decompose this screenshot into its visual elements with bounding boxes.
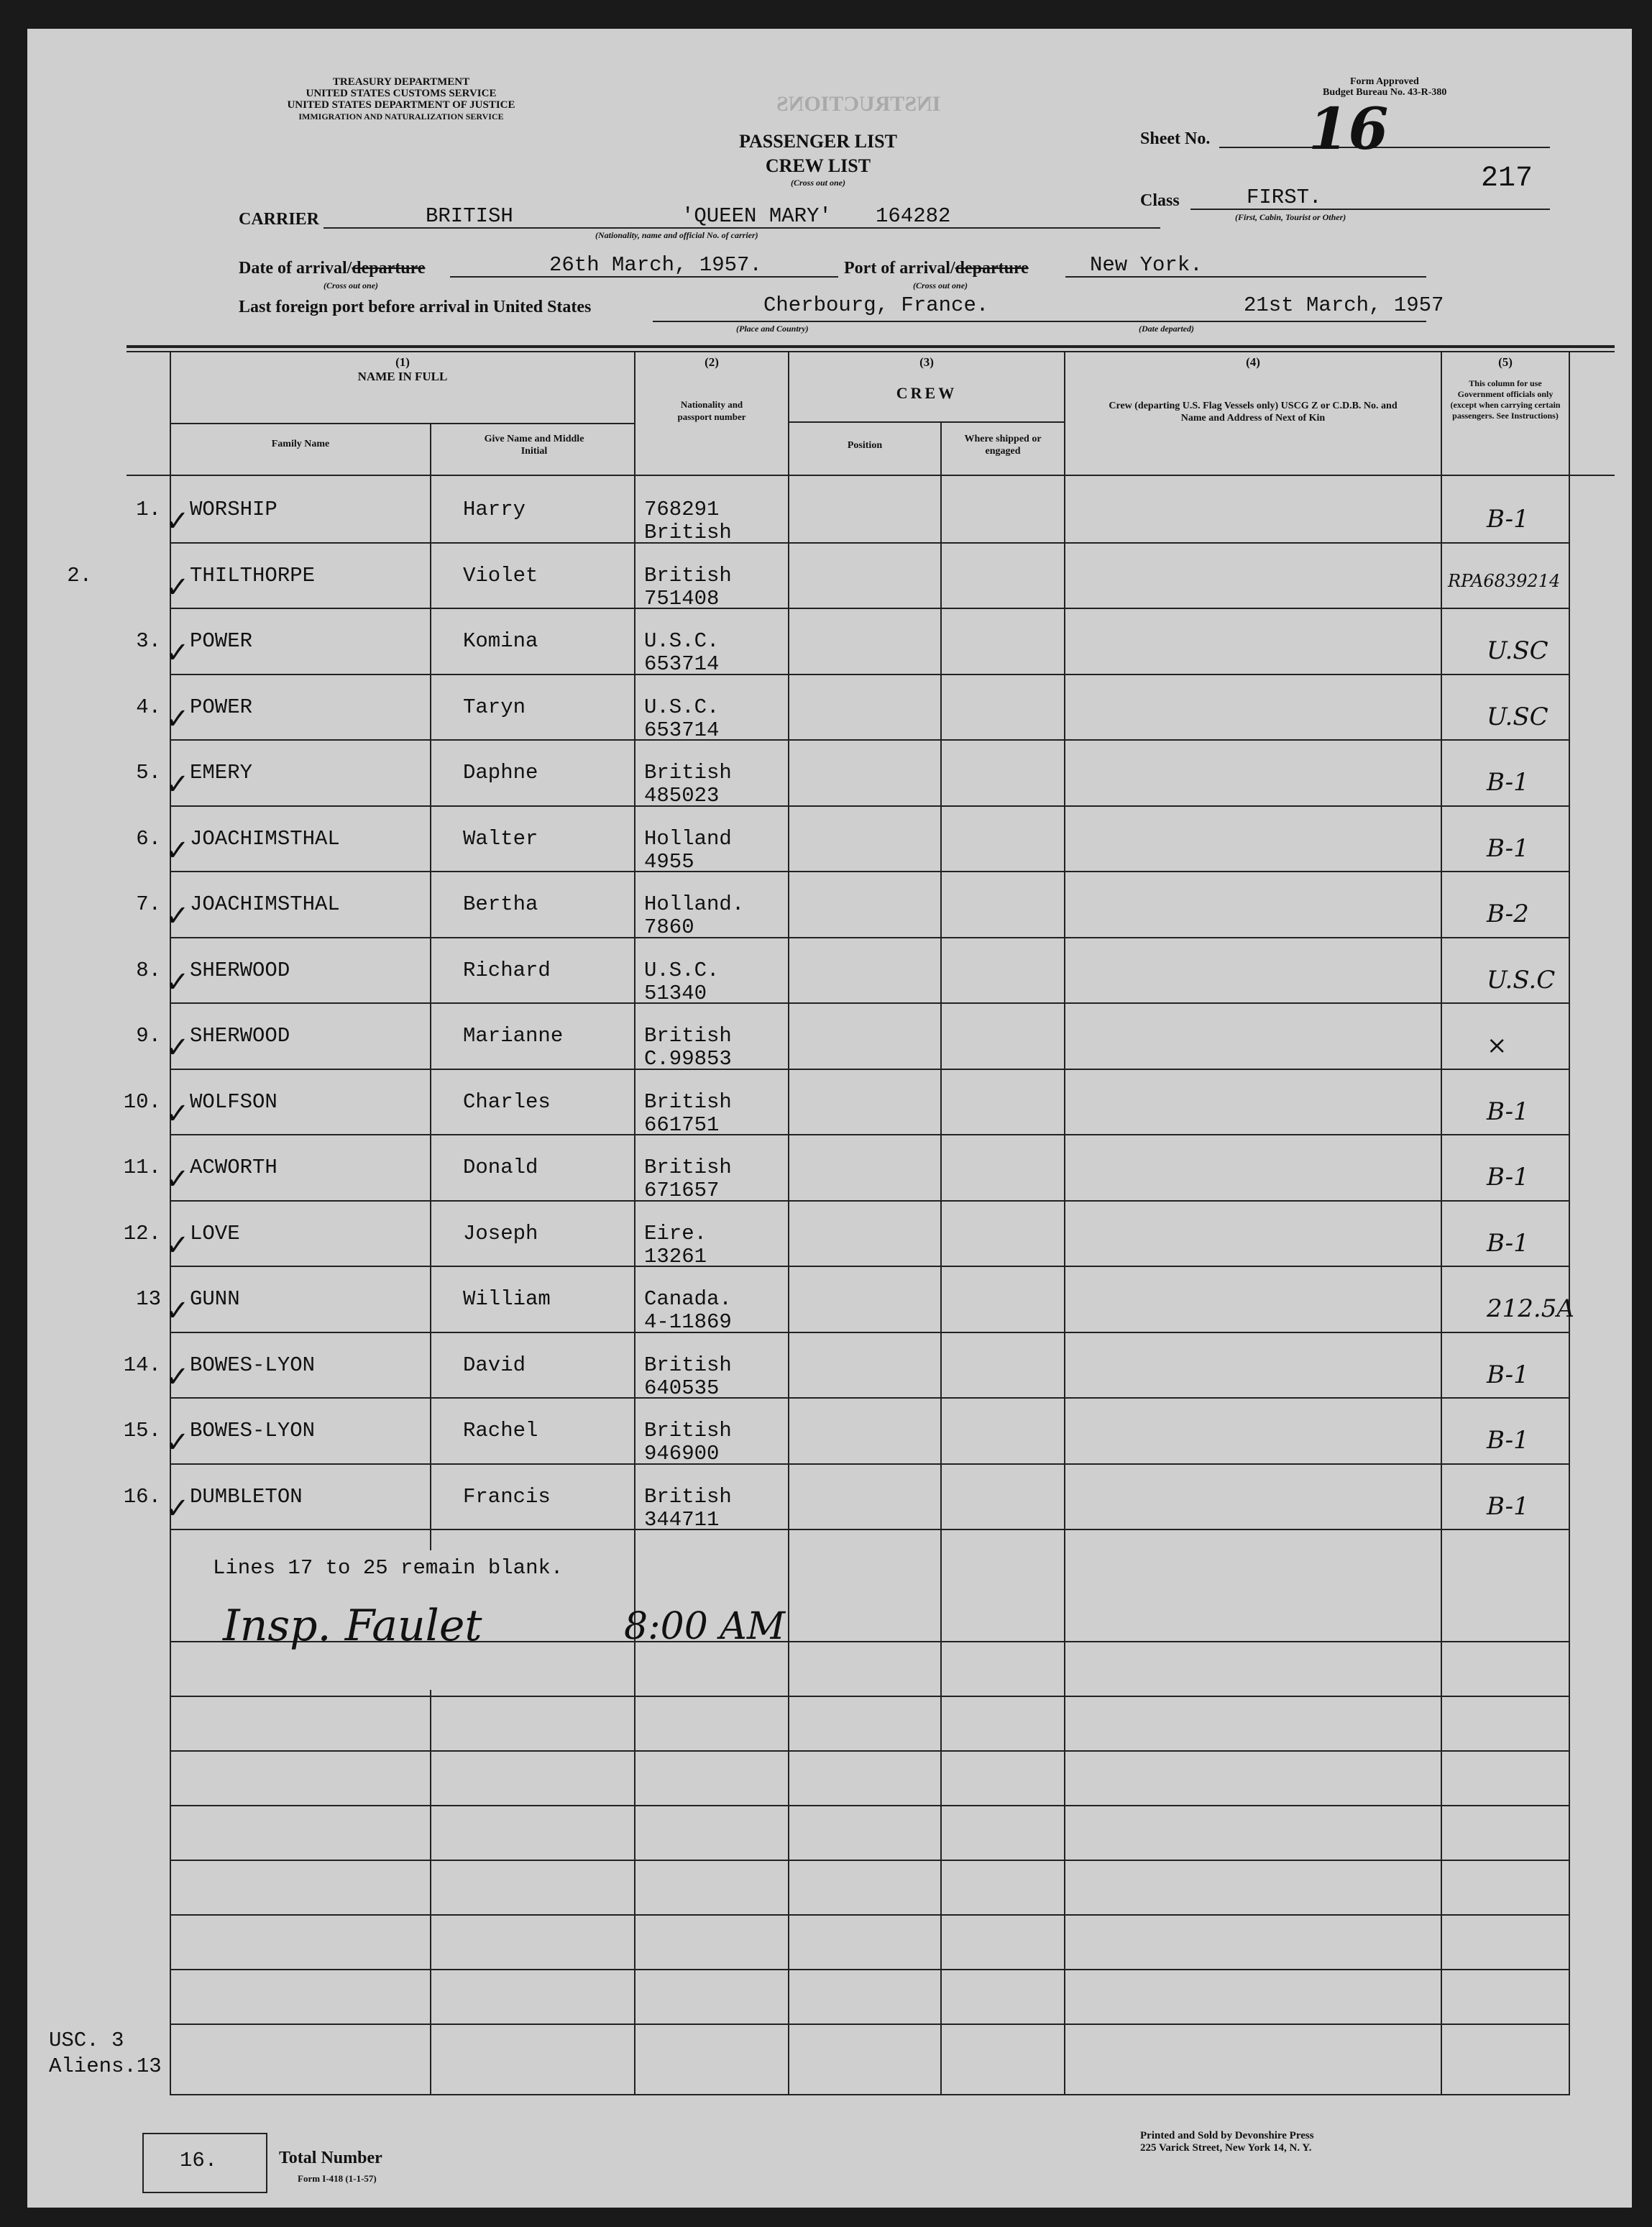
government-code: 212.5A xyxy=(1487,1294,1574,1323)
col2-number: (2) xyxy=(705,355,719,369)
row-number: 14. xyxy=(123,1353,161,1377)
government-code: U.SC xyxy=(1487,703,1548,731)
given-name: Donald xyxy=(463,1156,538,1179)
nationality-line-2: 51340 xyxy=(644,982,707,1005)
government-code: U.SC xyxy=(1487,636,1548,665)
form-approved-line-2: Budget Bureau No. 43-R-380 xyxy=(1323,87,1447,98)
family-name: JOACHIMSTHAL xyxy=(190,827,340,851)
arrival-date-label xyxy=(239,259,426,278)
row-rule xyxy=(170,871,1569,872)
class-label: Class xyxy=(1140,191,1180,210)
row-rule xyxy=(170,1002,1569,1004)
family-name: BOWES-LYON xyxy=(190,1353,316,1377)
government-code: B-1 xyxy=(1487,768,1529,797)
carrier-label: CARRIER xyxy=(239,210,320,229)
row-number: 1. xyxy=(136,498,161,521)
class-value: FIRST. xyxy=(1247,186,1322,209)
check-mark: ✓ xyxy=(165,900,190,933)
government-code: B-1 xyxy=(1487,1426,1529,1455)
check-mark: ✓ xyxy=(165,1031,190,1064)
family-name: SHERWOOD xyxy=(190,959,290,982)
family-name: POWER xyxy=(190,695,253,719)
nationality-line-2: 4-11869 xyxy=(644,1310,732,1334)
foreign-port-value: Cherbourg, France. xyxy=(763,293,989,317)
government-code: RPA6839214 xyxy=(1448,571,1561,591)
foreign-port-underline xyxy=(653,321,1426,322)
nationality-line-1: British xyxy=(644,1485,732,1509)
printer-line-2: 225 Varick Street, New York 14, N. Y. xyxy=(1140,2142,1312,2154)
nationality-line-2: British xyxy=(644,521,732,544)
carrier-note: (Nationality, name and official No. of carrier) xyxy=(595,230,758,240)
row-rule xyxy=(170,937,1569,938)
row-rule xyxy=(170,805,1569,807)
family-name: LOVE xyxy=(190,1222,240,1245)
total-value: 16. xyxy=(180,2149,218,2172)
nationality-line-1: British xyxy=(644,1024,732,1048)
stamp-number: 217 xyxy=(1481,163,1533,195)
family-name: POWER xyxy=(190,629,253,653)
foreign-port-date-note: (Date departed) xyxy=(1139,324,1194,334)
government-code: B-2 xyxy=(1487,900,1529,928)
col-divider-name-nat xyxy=(634,351,635,2095)
blank-row-rule xyxy=(170,1696,1569,1697)
table-top-rule xyxy=(127,345,1615,348)
sheet-number: 16 xyxy=(1308,95,1389,163)
government-code: B-1 xyxy=(1487,1163,1529,1192)
check-mark: ✓ xyxy=(165,505,190,538)
given-name: Francis xyxy=(463,1485,551,1509)
row-number: 13 xyxy=(136,1287,161,1311)
printer-info xyxy=(1140,2130,1314,2154)
row-number: 9. xyxy=(136,1024,161,1048)
nationality-line-1: British xyxy=(644,1090,732,1114)
blank-row-rule xyxy=(170,1750,1569,1752)
row-rule xyxy=(170,1332,1569,1333)
table-bottom-rule xyxy=(170,2094,1569,2095)
foreign-port-label: Last foreign port before arrival in United States xyxy=(239,298,592,316)
crew-header: CREW xyxy=(896,384,958,402)
passenger-list-title: PASSENGER LIST xyxy=(739,131,897,152)
nationality-line-2: 640535 xyxy=(644,1376,720,1400)
family-name: EMERY xyxy=(190,761,253,785)
row-rule xyxy=(170,1069,1569,1070)
arrival-port-label-text: Port of arrival/ xyxy=(844,259,955,278)
arrival-date-label-struck: departure xyxy=(352,259,426,278)
nationality-line-2: 653714 xyxy=(644,718,720,742)
name-subheader-rule xyxy=(170,423,634,424)
col3-number: (3) xyxy=(919,355,934,369)
row-rule xyxy=(170,739,1569,741)
arrival-port-label-struck: departure xyxy=(955,259,1029,278)
row-number: 8. xyxy=(136,959,161,982)
row-number: 4. xyxy=(136,695,161,719)
given-name: Komina xyxy=(463,629,538,653)
given-name: Charles xyxy=(463,1090,551,1114)
position-header: Position xyxy=(847,440,883,451)
col2-header: Nationality and passport number xyxy=(677,399,746,422)
nationality-line-2: 344711 xyxy=(644,1508,720,1532)
col1-number: (1) xyxy=(395,355,410,369)
nationality-line-2: 4955 xyxy=(644,850,694,874)
arrival-date-value: 26th March, 1957. xyxy=(549,253,762,277)
row-rule xyxy=(170,1134,1569,1135)
nationality-line-2: C.99853 xyxy=(644,1047,732,1071)
form-number: Form I-418 (1-1-57) xyxy=(298,2173,377,2184)
agency-line-1: TREASURY DEPARTMENT xyxy=(332,76,470,88)
arrival-port-label xyxy=(844,259,1029,278)
table-top-rule-2 xyxy=(127,351,1615,352)
col-divider-family-given xyxy=(430,424,431,1550)
row-number: 10. xyxy=(123,1090,161,1114)
nationality-line-1: U.S.C. xyxy=(644,629,720,653)
family-name: DUMBLETON xyxy=(190,1485,303,1509)
nationality-line-1: British xyxy=(644,1156,732,1179)
agency-header xyxy=(229,76,574,122)
nationality-line-2: 485023 xyxy=(644,784,720,808)
col-divider-crew-kin xyxy=(1064,351,1065,2095)
family-name: JOACHIMSTHAL xyxy=(190,892,340,916)
foreign-port-date: 21st March, 1957 xyxy=(1244,293,1444,317)
government-code: U.S.C xyxy=(1487,966,1556,994)
carrier-number: 164282 xyxy=(876,204,951,228)
family-name: ACWORTH xyxy=(190,1156,277,1179)
given-name: Daphne xyxy=(463,761,538,785)
class-underline xyxy=(1190,209,1550,210)
check-mark: ✓ xyxy=(165,703,190,736)
nationality-line-2: 7860 xyxy=(644,915,694,939)
given-name: Harry xyxy=(463,498,526,521)
total-label: Total Number xyxy=(279,2149,382,2167)
document-sheet xyxy=(27,29,1632,2208)
nationality-line-2: 671657 xyxy=(644,1179,720,1202)
header-bottom-rule xyxy=(127,475,1615,476)
margin-aliens: Aliens.13 xyxy=(49,2054,162,2078)
col-divider-kin-gov xyxy=(1441,351,1442,2095)
nationality-line-2: 661751 xyxy=(644,1113,720,1137)
col4-header: Crew (departing U.S. Flag Vessels only) USCG Z or C.D.B. No. and Name and Address of Next of Kin xyxy=(1109,401,1398,424)
nationality-line-1: British xyxy=(644,761,732,785)
list-title xyxy=(710,129,926,188)
nationality-line-1: British xyxy=(644,1353,732,1377)
blank-row-rule xyxy=(170,2023,1569,2025)
printer-line-1: Printed and Sold by Devonshire Press xyxy=(1140,2130,1314,2141)
col5-header: This column for use Government officials only (except when carrying certain passengers. See Instructions) xyxy=(1450,378,1561,421)
government-code: B-1 xyxy=(1487,1361,1529,1389)
family-name: WORSHIP xyxy=(190,498,277,521)
blank-row-rule xyxy=(170,1860,1569,1861)
table-right-border xyxy=(1569,351,1570,2095)
blank-lines-note: Lines 17 to 25 remain blank. xyxy=(213,1556,564,1580)
agency-line-2: UNITED STATES CUSTOMS SERVICE xyxy=(306,88,497,99)
total-box xyxy=(142,2133,267,2193)
title-note: (Cross out one) xyxy=(790,178,845,188)
government-code: × xyxy=(1487,1031,1508,1060)
check-mark: ✓ xyxy=(165,571,190,604)
foreign-port-note: (Place and Country) xyxy=(736,324,809,334)
check-mark: ✓ xyxy=(165,1426,190,1459)
nationality-line-2: 653714 xyxy=(644,652,720,676)
nationality-line-1: 768291 xyxy=(644,498,720,521)
col-divider-nat-crew xyxy=(788,351,789,2095)
class-note: (First, Cabin, Tourist or Other) xyxy=(1235,212,1346,222)
check-mark: ✓ xyxy=(165,966,190,999)
nationality-line-2: 13261 xyxy=(644,1245,707,1268)
family-name-header: Family Name xyxy=(271,439,330,449)
given-name: David xyxy=(463,1353,526,1377)
nationality-line-1: Canada. xyxy=(644,1287,732,1311)
nationality-line-1: Holland xyxy=(644,827,732,851)
nationality-line-1: U.S.C. xyxy=(644,959,720,982)
arrival-date-label-text: Date of arrival/ xyxy=(239,259,352,278)
col1-header xyxy=(171,355,634,384)
given-name-header: Give Name and Middle Initial xyxy=(484,434,584,457)
sheet-label: Sheet No. xyxy=(1140,129,1211,148)
col4-number: (4) xyxy=(1246,355,1260,369)
nationality-line-1: British xyxy=(644,564,732,587)
signature-time: 8:00 AM xyxy=(624,1605,786,1648)
check-mark: ✓ xyxy=(165,1492,190,1525)
blank-row-rule xyxy=(170,1969,1569,1970)
table-left-border xyxy=(170,351,171,2095)
given-name: Taryn xyxy=(463,695,526,719)
nationality-line-2: 751408 xyxy=(644,587,720,611)
given-name: Richard xyxy=(463,959,551,982)
row-number: 6. xyxy=(136,827,161,851)
government-code: B-1 xyxy=(1487,1492,1529,1521)
bleed-through-text: INSTRUCTIONS xyxy=(776,92,941,116)
government-code: B-1 xyxy=(1487,505,1529,534)
row-number: 16. xyxy=(123,1485,161,1509)
given-name: Violet xyxy=(463,564,538,587)
row-rule xyxy=(170,1200,1569,1202)
family-name: BOWES-LYON xyxy=(190,1419,316,1442)
shipped-header: Where shipped or engaged xyxy=(964,434,1042,457)
nationality-line-1: Holland. xyxy=(644,892,745,916)
given-name: Joseph xyxy=(463,1222,538,1245)
row-number: 15. xyxy=(123,1419,161,1442)
crew-subheader-rule xyxy=(788,421,1064,423)
agency-line-4: IMMIGRATION AND NATURALIZATION SERVICE xyxy=(298,111,504,122)
check-mark: ✓ xyxy=(165,768,190,801)
given-name: Walter xyxy=(463,827,538,851)
margin-note xyxy=(49,2028,162,2080)
row-rule xyxy=(170,674,1569,675)
row-number: 2. xyxy=(67,564,92,587)
arrival-port-note: (Cross out one) xyxy=(913,280,968,291)
row-number: 5. xyxy=(136,761,161,785)
row-rule xyxy=(170,1397,1569,1399)
row-rule xyxy=(170,542,1569,544)
nationality-line-2: 946900 xyxy=(644,1442,720,1465)
check-mark: ✓ xyxy=(165,636,190,669)
col1-title: NAME IN FULL xyxy=(357,370,448,383)
family-name: SHERWOOD xyxy=(190,1024,290,1048)
family-name: GUNN xyxy=(190,1287,240,1311)
row-number: 11. xyxy=(123,1156,161,1179)
nationality-line-1: Eire. xyxy=(644,1222,707,1245)
carrier-nationality: BRITISH xyxy=(426,204,513,228)
given-name: Marianne xyxy=(463,1024,564,1048)
check-mark: ✓ xyxy=(165,1097,190,1130)
check-mark: ✓ xyxy=(165,834,190,867)
given-name: William xyxy=(463,1287,551,1311)
nationality-line-1: U.S.C. xyxy=(644,695,720,719)
col5-number: (5) xyxy=(1498,355,1513,369)
row-number: 7. xyxy=(136,892,161,916)
nationality-line-1: British xyxy=(644,1419,732,1442)
check-mark: ✓ xyxy=(165,1294,190,1327)
government-code: B-1 xyxy=(1487,1097,1529,1126)
row-number: 12. xyxy=(123,1222,161,1245)
check-mark: ✓ xyxy=(165,1163,190,1196)
blank-row-rule xyxy=(170,1914,1569,1916)
agency-line-3: UNITED STATES DEPARTMENT OF JUSTICE xyxy=(287,99,515,111)
row-rule xyxy=(170,1266,1569,1267)
given-name: Bertha xyxy=(463,892,538,916)
row-rule xyxy=(170,1529,1569,1530)
carrier-name: 'QUEEN MARY' xyxy=(682,204,832,228)
family-name: THILTHORPE xyxy=(190,564,316,587)
inspector-signature: Insp. Faulet xyxy=(223,1601,482,1651)
row-number: 3. xyxy=(136,629,161,653)
arrival-port-value: New York. xyxy=(1090,253,1203,277)
given-name: Rachel xyxy=(463,1419,538,1442)
check-mark: ✓ xyxy=(165,1361,190,1394)
form-approved-line-1: Form Approved xyxy=(1350,76,1419,87)
row-rule xyxy=(170,608,1569,609)
government-code: B-1 xyxy=(1487,1229,1529,1258)
crew-list-title: CREW LIST xyxy=(765,155,871,176)
margin-usc: USC. 3 xyxy=(49,2029,124,2052)
check-mark: ✓ xyxy=(165,1229,190,1262)
family-name: WOLFSON xyxy=(190,1090,277,1114)
blank-row-rule xyxy=(170,1805,1569,1806)
government-code: B-1 xyxy=(1487,834,1529,863)
arrival-date-note: (Cross out one) xyxy=(323,280,379,291)
row-rule xyxy=(170,1463,1569,1465)
